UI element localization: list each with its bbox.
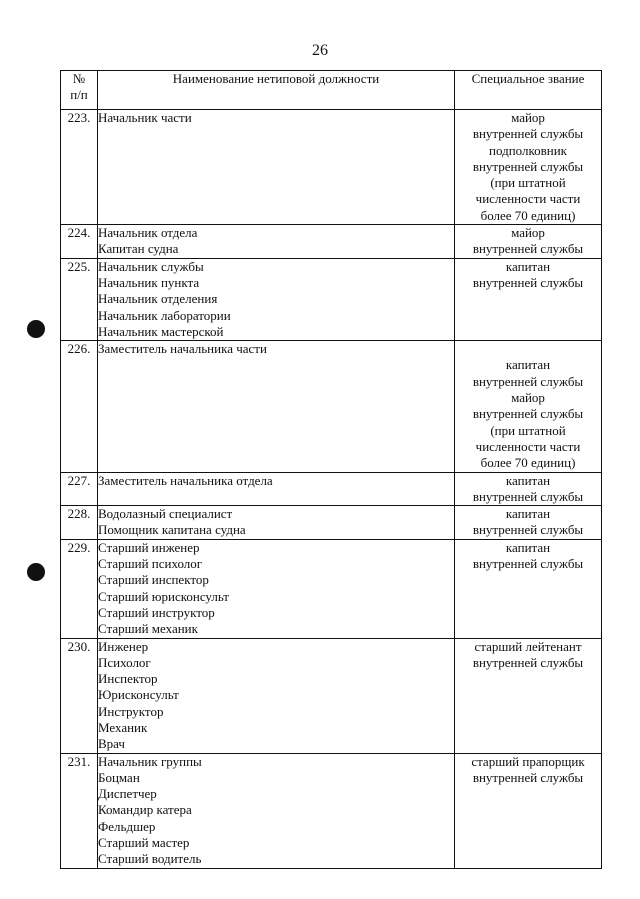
position-cell: [98, 258, 455, 340]
row-number: 231.: [61, 753, 98, 868]
position-name: Инспектор: [98, 671, 158, 687]
rank-line: внутренней службы: [472, 522, 584, 538]
rank-line: более 70 единиц): [480, 455, 576, 471]
rank-line: капитан: [505, 539, 551, 555]
rank-cell: [455, 539, 602, 638]
table-header-row: [61, 71, 602, 110]
rank-line: внутренней службы: [472, 126, 584, 142]
position-cell: [98, 539, 455, 638]
rank-line: численности части: [475, 438, 581, 454]
table-row: [61, 110, 602, 225]
rank-line: внутренней службы: [472, 556, 584, 572]
header-num-line: п/п: [70, 87, 88, 103]
position-name: Психолог: [98, 654, 151, 670]
rank-cell: [455, 110, 602, 225]
row-number: 225.: [61, 258, 98, 340]
rank-line: капитан: [505, 506, 551, 522]
rank-line: внутренней службы: [472, 654, 584, 670]
row-number: 230.: [61, 638, 98, 753]
rank-line: старший лейтенант: [474, 638, 582, 654]
rank-cell: [455, 472, 602, 506]
position-name: Врач: [98, 736, 125, 752]
position-name: Юрисконсульт: [98, 687, 179, 703]
header-num-line: №: [72, 71, 86, 86]
rank-line: численности части: [475, 191, 581, 207]
position-name: Капитан судна: [98, 241, 179, 257]
rank-line: майор: [511, 110, 545, 125]
position-name: Начальник части: [98, 110, 192, 125]
rank-line: более 70 единиц): [480, 207, 576, 223]
rank-line: внутренней службы: [472, 373, 584, 389]
rank-line: внутренней службы: [472, 769, 584, 785]
rank-line: старший прапорщик: [471, 753, 585, 769]
position-name: Начальник отделения: [98, 291, 218, 307]
table-row: [61, 341, 602, 472]
rank-cell: [455, 258, 602, 340]
header-position: Наименование нетиповой должности: [98, 71, 455, 110]
rank-cell: [455, 506, 602, 540]
position-name: Водолазный специалист: [98, 506, 233, 522]
position-cell: [98, 341, 455, 472]
table-row: [61, 506, 602, 540]
position-name: Старший инструктор: [98, 604, 215, 620]
position-name: Старший механик: [98, 621, 198, 637]
position-name: Инструктор: [98, 703, 164, 719]
position-name: Начальник пункта: [98, 274, 200, 290]
position-cell: [98, 638, 455, 753]
position-name: Помощник капитана судна: [98, 522, 246, 538]
header-rank: Специальное звание: [455, 71, 602, 110]
row-number: 223.: [61, 110, 98, 225]
position-name: Командир катера: [98, 802, 192, 818]
position-name: Старший инженер: [98, 539, 200, 555]
rank-line: подполковник: [489, 142, 567, 158]
position-cell: [98, 225, 455, 259]
rank-line: внутренней службы: [472, 406, 584, 422]
rank-line: внутренней службы: [472, 158, 584, 174]
rank-cell: [455, 753, 602, 868]
rank-line: майор: [511, 390, 545, 406]
rank-cell: [455, 341, 602, 472]
position-cell: [98, 110, 455, 225]
punch-hole: [27, 320, 45, 338]
table-row: [61, 472, 602, 506]
rank-line: внутренней службы: [472, 274, 584, 290]
position-name: Механик: [98, 719, 148, 735]
position-name: Начальник отдела: [98, 225, 198, 241]
table-row: [61, 539, 602, 638]
position-name: Начальник лаборатории: [98, 307, 231, 323]
rank-cell: [455, 638, 602, 753]
row-number: 229.: [61, 539, 98, 638]
punch-hole: [27, 563, 45, 581]
rank-line: внутренней службы: [472, 488, 584, 504]
position-name: Старший водитель: [98, 851, 202, 867]
position-name: Фельдшер: [98, 818, 156, 834]
rank-line: внутренней службы: [472, 241, 584, 257]
row-number: 228.: [61, 506, 98, 540]
table-row: [61, 258, 602, 340]
position-name: Старший юрисконсульт: [98, 588, 229, 604]
table-row: [61, 753, 602, 868]
row-number: 227.: [61, 472, 98, 506]
row-number: 226.: [61, 341, 98, 472]
rank-line: (при штатной: [490, 175, 566, 191]
row-number: 224.: [61, 225, 98, 259]
header-num: [61, 71, 98, 110]
position-name: Старший психолог: [98, 556, 203, 572]
rank-line: капитан: [505, 472, 551, 488]
page-number: 26: [312, 42, 328, 59]
position-cell: [98, 472, 455, 506]
positions-table: [60, 70, 602, 869]
table-row: [61, 225, 602, 259]
rank-line: (при штатной: [490, 422, 566, 438]
position-name: Заместитель начальника части: [98, 341, 267, 357]
position-name: Начальник группы: [98, 753, 202, 769]
position-name: Боцман: [98, 769, 140, 785]
position-name: Начальник мастерской: [98, 323, 224, 339]
position-name: Начальник службы: [98, 258, 204, 274]
position-cell: [98, 753, 455, 868]
rank-line: майор: [511, 225, 545, 241]
rank-line: капитан: [505, 357, 551, 373]
position-name: Старший мастер: [98, 835, 190, 851]
position-cell: [98, 506, 455, 540]
table-row: [61, 638, 602, 753]
position-name: Диспетчер: [98, 786, 157, 802]
position-name: Заместитель начальника отдела: [98, 472, 273, 488]
position-name: Инженер: [98, 638, 149, 654]
position-name: Старший инспектор: [98, 572, 209, 588]
rank-line: капитан: [505, 258, 551, 274]
rank-line: [455, 341, 601, 357]
rank-cell: [455, 225, 602, 259]
